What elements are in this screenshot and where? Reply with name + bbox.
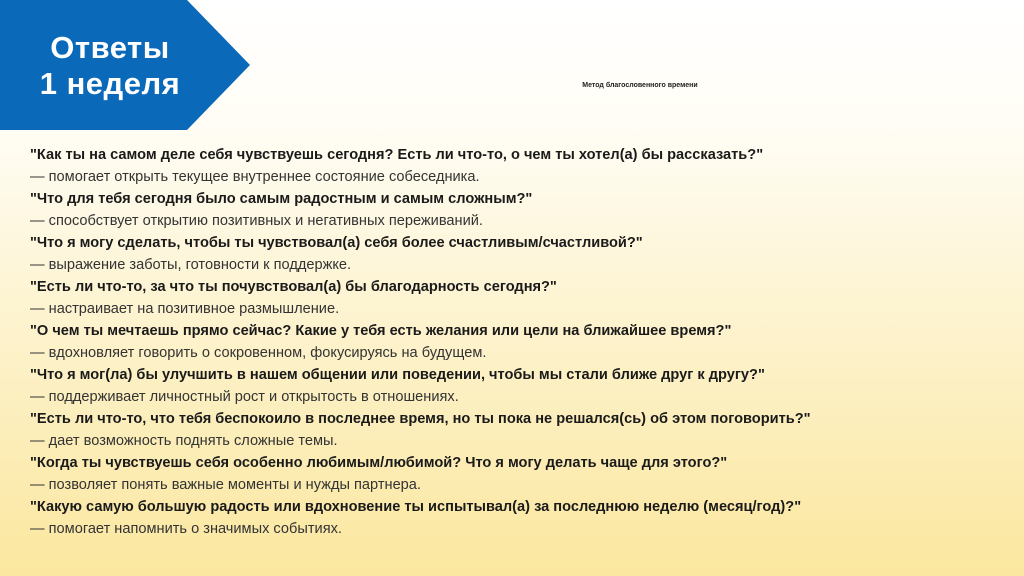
qa-item [30,276,990,320]
slide-subtitle: Метод благословенного времени [582,82,698,89]
qa-item [30,188,990,232]
answer-text: — поддерживает личностный рост и открытость в отношениях. [30,389,459,405]
qa-item [30,364,990,408]
qa-item [30,408,990,452]
qa-item [30,144,990,188]
question-text: "О чем ты мечтаешь прямо сейчас? Какие у тебя есть желания или цели на ближайшее время?" [30,323,732,339]
qa-item [30,320,990,364]
question-text: "Есть ли что-то, что тебя беспокоило в последнее время, но ты пока не решался(сь) об этом поговорить?" [30,411,811,427]
qa-item [30,452,990,496]
answer-text: — позволяет понять важные моменты и нужды партнера. [30,477,421,493]
answer-text: — помогает напомнить о значимых событиях. [30,521,342,537]
answer-text: — помогает открыть текущее внутреннее состояние собеседника. [30,169,480,185]
answer-text: — способствует открытию позитивных и негативных переживаний. [30,213,483,229]
answer-text: — выражение заботы, готовности к поддержке. [30,257,352,273]
answer-text: — настраивает на позитивное размышление. [30,301,340,317]
slide-title [0,30,220,102]
question-text: "Как ты на самом деле себя чувствуешь сегодня? Есть ли что-то, о чем ты хотел(а) бы рассказать?" [30,147,764,163]
slide-title-line2: 1 неделя [39,66,181,101]
question-text: "Когда ты чувствуешь себя особенно любимым/любимой? Что я могу делать чаще для этого?" [30,455,728,471]
answer-text: — дает возможность поднять сложные темы. [30,433,338,449]
question-text: "Что я мог(ла) бы улучшить в нашем общении или поведении, чтобы мы стали ближе друг к другу?" [30,367,765,383]
answer-text: — вдохновляет говорить о сокровенном, фокусируясь на будущем. [30,345,487,361]
question-text: "Есть ли что-то, за что ты почувствовал(а) бы благодарность сегодня?" [30,279,557,295]
slide-title-line1: Ответы [50,30,170,65]
qa-item [30,232,990,276]
qa-item [30,496,990,540]
title-banner [0,0,252,130]
question-text: "Какую самую большую радость или вдохновение ты испытывал(а) за последнюю неделю (месяц/год)?" [30,499,802,515]
question-text: "Что для тебя сегодня было самым радостным и самым сложным?" [30,191,533,207]
question-text: "Что я могу сделать, чтобы ты чувствовал(а) себя более счастливым/счастливой?" [30,235,643,251]
qa-list [30,144,990,540]
